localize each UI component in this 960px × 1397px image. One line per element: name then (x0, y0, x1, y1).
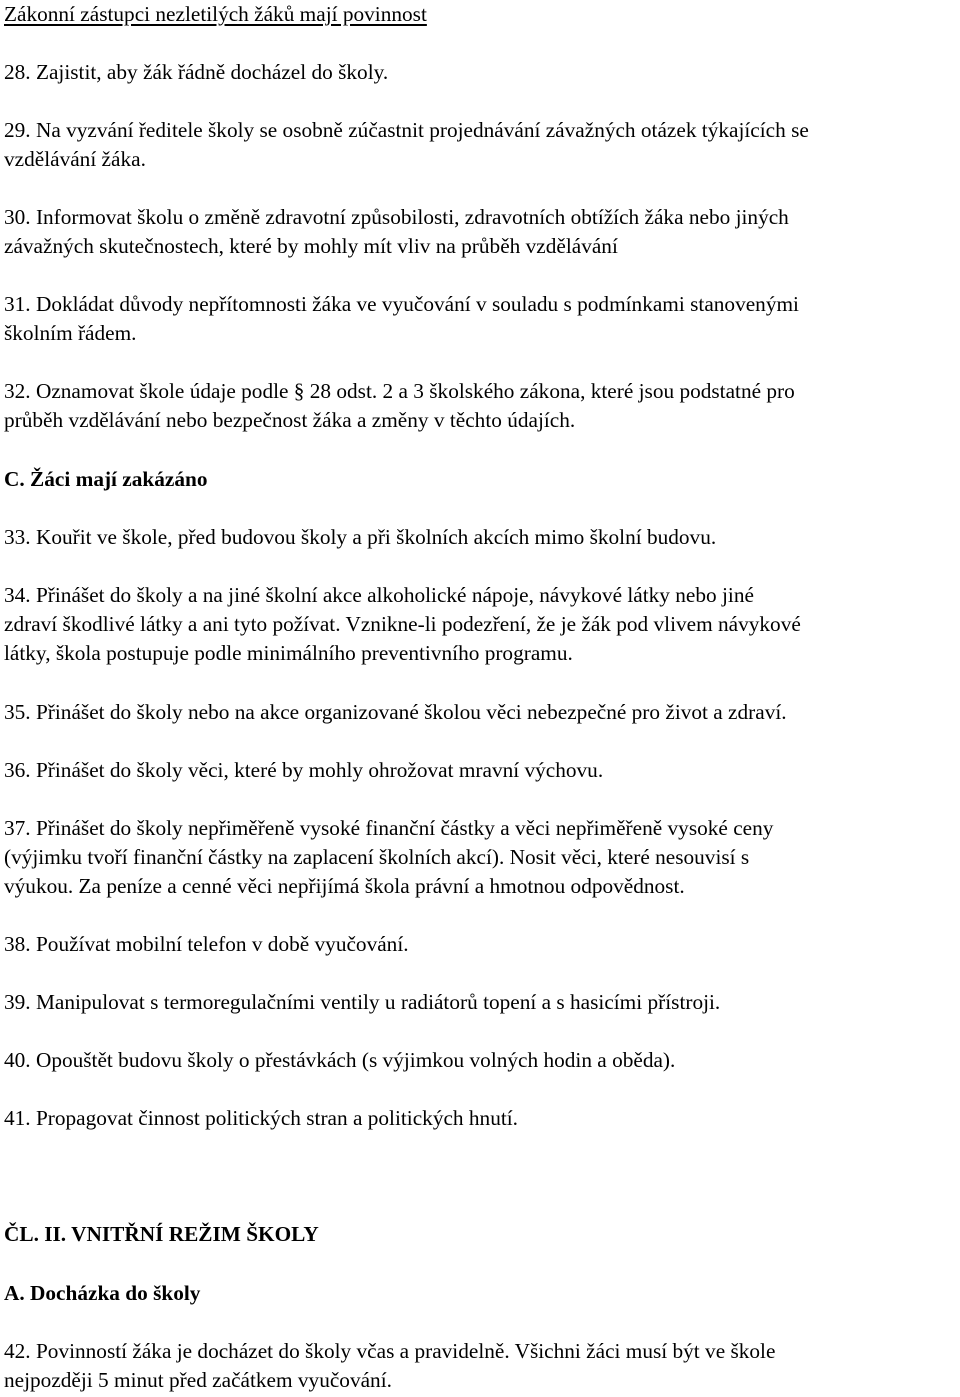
list-item-line: 28. Zajistit, aby žák řádně docházel do školy. (4, 60, 389, 84)
list-item-line: látky, škola postupuje podle minimálního preventivního programu. (4, 641, 573, 665)
list-item-line: nejpozději 5 minut před začátkem vyučování. (4, 1368, 392, 1392)
list-item-line: 35. Přinášet do školy nebo na akce organizované školou věci nebezpečné pro život a zdraví. (4, 700, 787, 724)
list-item-line: (výjimku tvoří finanční částky na zaplacení školních akcí). Nosit věci, které nesouvisí s (4, 845, 750, 869)
list-item-line: 38. Používat mobilní telefon v době vyučování. (4, 932, 409, 956)
list-item-line: 37. Přinášet do školy nepřiměřeně vysoké finanční částky a věci nepřiměřeně vysoké ceny (4, 816, 774, 840)
list-item-line: 33. Kouřit ve škole, před budovou školy a při školních akcích mimo školní budovu. (4, 525, 717, 549)
list-item-line: 31. Dokládat důvody nepřítomnosti žáka ve vyučování v souladu s podmínkami stanovenými (4, 292, 799, 316)
list-item-line: vzdělávání žáka. (4, 147, 146, 171)
list-item-29 (4, 116, 958, 174)
list-item-30 (4, 203, 958, 261)
list-item-line: 34. Přinášet do školy a na jiné školní akce alkoholické nápoje, návykové látky nebo jiné (4, 583, 754, 607)
chapter-heading: ČL. II. VNITŘNÍ REŽIM ŠKOLY (4, 1222, 319, 1246)
list-item-36 (4, 756, 958, 785)
list-item-40 (4, 1046, 958, 1075)
list-item-42 (4, 1337, 958, 1395)
list-item-line: 39. Manipulovat s termoregulačními ventily u radiátorů topení a s hasicími přístroji. (4, 990, 721, 1014)
section-heading-prohibited: C. Žáci mají zakázáno (4, 467, 208, 491)
list-item-line: 42. Povinností žáka je docházet do školy včas a pravidelně. Všichni žáci musí být ve škole (4, 1339, 776, 1363)
section-heading-parents-duties: Zákonní zástupci nezletilých žáků mají povinnost (4, 2, 427, 26)
list-item-line: 41. Propagovat činnost politických stran a politických hnutí. (4, 1106, 518, 1130)
list-item-line: školním řádem. (4, 321, 137, 345)
list-item-line: závažných skutečnostech, které by mohly mít vliv na průběh vzdělávání (4, 234, 618, 258)
list-item-line: 40. Opouštět budovu školy o přestávkách (s výjimkou volných hodin a oběda). (4, 1048, 676, 1072)
list-item-line: 32. Oznamovat škole údaje podle § 28 odst. 2 a 3 školského zákona, které jsou podstatné pro (4, 379, 795, 403)
list-item-line: zdraví škodlivé látky a ani tyto požívat. Vznikne-li podezření, že je žák pod vlivem návykové (4, 612, 801, 636)
list-item-line: výukou. Za peníze a cenné věci nepřijímá škola právní a hmotnou odpovědnost. (4, 874, 685, 898)
list-item-38 (4, 930, 958, 959)
list-item-line: průběh vzdělávání nebo bezpečnost žáka a změny v těchto údajích. (4, 408, 576, 432)
list-item-39 (4, 988, 958, 1017)
list-item-37 (4, 814, 958, 901)
list-item-33 (4, 523, 958, 552)
list-item-34 (4, 581, 958, 668)
list-item-line: 30. Informovat školu o změně zdravotní způsobilosti, zdravotních obtížích žáka nebo jiných (4, 205, 789, 229)
list-item-line: 36. Přinášet do školy věci, které by mohly ohrožovat mravní výchovu. (4, 758, 604, 782)
list-item-35 (4, 698, 958, 727)
list-item-41 (4, 1104, 958, 1133)
list-item-line: 29. Na vyzvání ředitele školy se osobně zúčastnit projednávání závažných otázek týkajících se (4, 118, 809, 142)
list-item-28 (4, 58, 958, 87)
list-item-32 (4, 377, 958, 435)
list-item-31 (4, 290, 958, 348)
section-heading-attendance: A. Docházka do školy (4, 1281, 201, 1305)
